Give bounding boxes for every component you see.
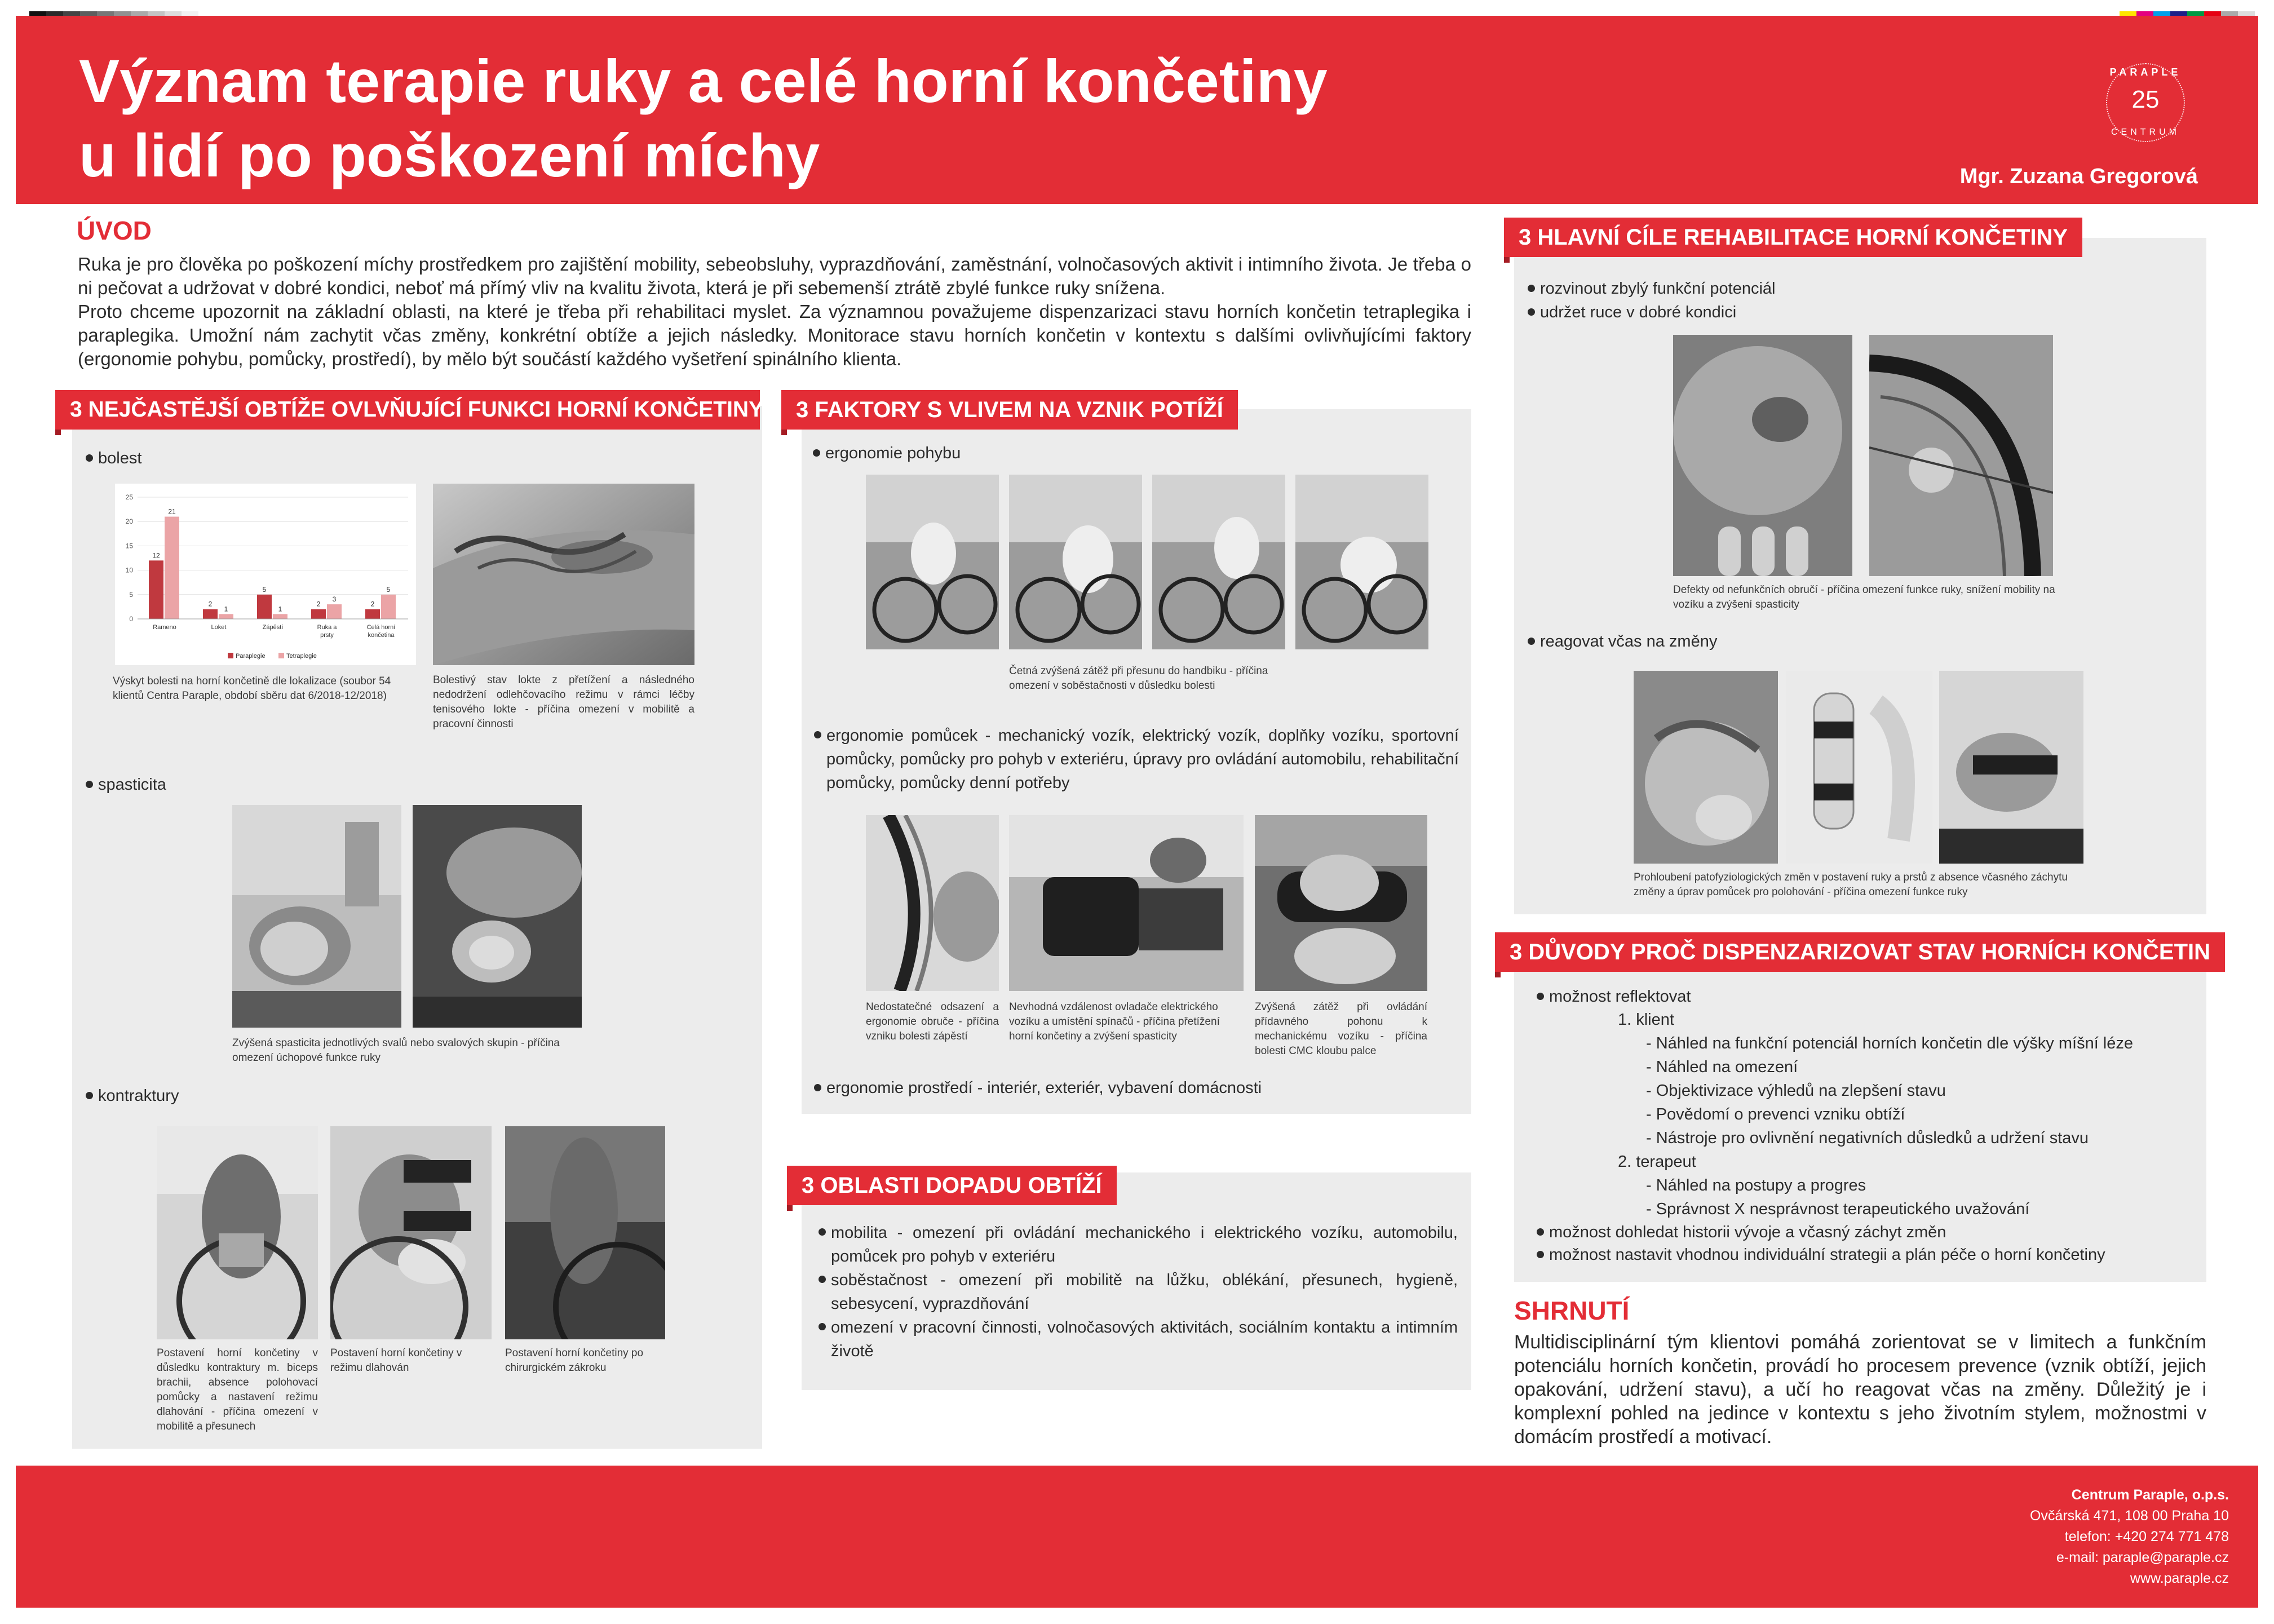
photo-transfer-1 [866,475,999,649]
summary-heading: SHRNUTÍ [1514,1296,1630,1325]
photo-splint-worn [1939,671,2083,864]
bullet-moznost-reflektovat: možnost reflektovat [1549,985,2192,1008]
caption-defects: Defekty od nefunkčních obručí - příčina omezení funkce ruky, snížení mobility na vozíku a zvýšení spasticity [1673,584,2055,610]
chart-svg [115,484,416,665]
tag-cile: 3 HLAVNÍ CÍLE REHABILITACE HORNÍ KONČETINY [1504,218,2082,257]
item-klient-c: - Objektivizace výhledů na zlepšení stavu [1646,1082,1946,1100]
footer-contact [2030,1485,2229,1589]
caption-power-drive: Zvýšená zátěž při ovládání přídavného pohonu k mechanickému vozíku - příčina bolesti CMC kloubu palce [1255,1001,1427,1057]
chart-bar [327,604,342,619]
caption-contracture-2: Postavení horní končetiny v režimu dlahován [330,1347,462,1374]
photo-contracture-splint [330,1126,492,1339]
chart-data-label: 2 [370,600,375,608]
photo-power-drive-handle [1255,815,1427,991]
intro-paragraph-1: Ruka je pro člověka po poškození míchy prostředkem pro zajištění mobility, sebeobsluhy, vyprazdňování, zaměstnání, volnočasových aktivit i intimního života. Je třeba o ni pečovat a udržovat v dobré kondici, neboť má přímý vliv na kvalitu života, která je při sebemenší ztrátě zbylé funkce ruky snížena. [78,254,1471,298]
caption-joystick: Nevhodná vzdálenost ovladače elektrického vozíku a umístění spínačů - příčina přetížení horní končetiny a zvýšení spasticity [1009,1001,1220,1042]
item-klient-a: - Náhled na funkční potenciál horních končetin dle výšky míšní léze [1646,1034,2134,1052]
footer-phone: telefon: +420 274 771 478 [2064,1529,2229,1545]
photo-transfer-4 [1295,475,1428,649]
photo-wheel-rim [866,815,999,991]
chart-bar [381,595,396,619]
photo-contracture-arm [157,1126,318,1339]
photo-spastic-fist [232,805,401,1028]
chart-data-label: 5 [386,585,391,594]
bullet-mobilita: mobilita - omezení při ovládání mechanického i elektrického vozíku, automobilu, pomůcek pro pohyb v exteriéru [831,1221,1458,1268]
bullet-ergonomie-pohybu: ergonomie pohybu [825,442,961,464]
chart-legend-swatch [228,653,233,658]
poster-title [79,44,1601,193]
footer-address: Ovčárská 471, 108 00 Praha 10 [2029,1508,2229,1524]
caption-splints: Prohloubení patofyziologických změn v postavení ruky a prstů z absence včasného záchytu změny a úprav pomůcek pro polohování - příčina omezení funkce ruky [1634,871,2068,898]
tag-obtize: 3 NEJČASTĚJŠÍ OBTÍŽE OVLVŇUJÍCÍ FUNKCI HORNÍ KONČETINY [55,390,760,430]
photo-joystick-control [1009,815,1244,991]
item-klient-d: - Povědomí o prevenci vzniku obtíží [1646,1105,1905,1123]
chart-y-tick-label: 5 [129,590,133,599]
tag-faktory: 3 FAKTORY S VLIVEM NA VZNIK POTÍŽÍ [781,390,1238,430]
caption-wheel-rim: Nedostatečné odsazení a ergonomie obruče - příčina vzniku bolesti zápěstí [866,1001,999,1042]
pain-bar-chart [115,484,416,665]
chart-bar [311,609,326,619]
bullet-reagovat: reagovat včas na změny [1540,630,1717,653]
chart-bar [219,614,233,619]
intro-heading: ÚVOD [77,216,152,245]
photo-transfer-2 [1009,475,1142,649]
chart-x-tick-label-cont: končetina [368,632,395,639]
author-name: Mgr. Zuzana Gregorová [1959,165,2198,188]
chart-data-label: 12 [152,551,160,560]
chart-data-label: 2 [316,600,321,608]
chart-y-tick-label: 25 [125,493,133,501]
photo-worn-rim [1869,335,2053,576]
item-terapeut-b: - Správnost X nesprávnost terapeutického uvažování [1646,1200,2030,1218]
logo-text-bottom: CENTRUM [2111,127,2180,137]
photo-contracture-surgery [505,1126,665,1339]
title-line-2: u lidí po poškození míchy [79,121,820,189]
chart-data-label: 2 [208,600,213,608]
chart-x-tick-label: Ruka a [317,624,337,631]
summary-text: Multidisciplinární tým klientovi pomáhá zorientovat se v limitech a funkčním potenciálu horních končetin, provádí ho procesem prevence (vznik obtíží, jejich opakování, udržení stavu), a učí ho reagovat včas na změny. Důležitý je i komplexní pohled na jedince v kontextu s jeho životním stylem, možnostmi v domácím prostředí a motivací. [1514,1331,2206,1448]
chart-legend-label: Tetraplegie [286,653,317,660]
footer-email[interactable]: e-mail: paraple@paraple.cz [2056,1550,2229,1565]
bullet-strategie: možnost nastavit vhodnou individuální strategii a plán péče o horní končetiny [1549,1244,2192,1266]
item-klient-e: - Nástroje pro ovlivnění negativních důsledků a udržení stavu [1646,1129,2089,1147]
chart-x-tick-label: Rameno [153,624,176,631]
chart-bar [203,609,218,619]
photo-hand-deformity [1634,671,1778,864]
bullet-bolest: bolest [98,447,141,470]
title-line-1: Význam terapie ruky a celé horní končetiny [79,47,1328,115]
chart-data-label: 5 [262,585,267,594]
photo-hand-defects [1673,335,1852,576]
chart-data-label: 21 [168,507,176,516]
item-klient-b: - Náhled na omezení [1646,1058,1798,1076]
caption-contracture-3: Postavení horní končetiny po chirurgickém zákroku [505,1347,644,1374]
caption-transfer: Četná zvýšená zátěž při přesunu do handbiku - příčina omezení v soběstačnosti v důsledku bolesti [1009,665,1268,692]
chart-legend-label: Paraplegie [236,653,266,660]
chart-y-tick-label: 20 [125,517,133,526]
tag-duvody: 3 DŮVODY PROČ DISPENZARIZOVAT STAV HORNÍCH KONČETIN [1495,932,2225,972]
footer-org: Centrum Paraple, o.p.s. [2071,1487,2229,1503]
item-terapeut: 2. terapeut [1618,1153,1696,1171]
chart-y-tick-label: 15 [125,542,133,550]
bullet-udrzet: udržet ruce v dobré kondici [1540,301,1736,324]
item-terapeut-a: - Náhled na postupy a progres [1646,1176,1866,1194]
chart-x-tick-label: Loket [211,624,227,631]
chart-bar [365,609,380,619]
chart-x-tick-label-cont: prsty [320,632,334,639]
chart-data-label: 3 [332,595,337,604]
intro-text [78,253,1471,371]
chart-data-label: 1 [224,605,228,613]
duvody-list [1549,985,2192,1266]
bullet-pracovni-cinnost: omezení v pracovní činnosti, volnočasových aktivitách, sociálním kontaktu a intimním životě [831,1316,1458,1363]
caption-elbow: Bolestivý stav lokte z přetížení a následného nedodržení odlehčovacího režimu v rámci léčby tenisového lokte - příčina omezení v mobilitě a pracovní činnosti [433,674,694,730]
photo-elbow-tattoo [433,484,694,665]
bullet-ergonomie-pomucek: ergonomie pomůcek - mechanický vozík, elektrický vozík, doplňky vozíku, sportovní pomůcky, pomůcky pro pohyb v exteriéru, úpravy pro ovládání automobilu, rehabilitační pomůcky, pomůcky denní potřeby [826,724,1459,795]
tag-oblasti: 3 OBLASTI DOPADU OBTÍŽÍ [787,1166,1117,1205]
bullet-kontraktury: kontraktury [98,1085,179,1107]
caption-chart: Výskyt bolesti na horní končetině dle lokalizace (soubor 54 klientů Centra Paraple, období sběru dat 6/2018-12/2018) [113,675,391,702]
bullet-ergonomie-prostredi: ergonomie prostředí - interiér, exteriér, vybavení domácnosti [826,1077,1262,1099]
intro-paragraph-2: Proto chceme upozornit na základní oblasti, na které je třeba při rehabilitaci myslet. Za významnou považujeme dispenzarizaci stavu horních končetin tetraplegika i paraplegika. Umožní nám zachytit včas změny, konkrétní obtíže a jejich následky. Monitorace stavu horních končetin v kontextu s dalšími ovlivňujícími faktory (ergonomie pohybu, pomůcky, prostředí), by mělo být součástí každého vyšetření spinálního klienta. [78,301,1471,369]
item-klient: 1. klient [1618,1011,1674,1029]
photo-splints [1786,671,1932,864]
chart-bar [165,517,179,619]
bullet-sobestacnost: soběstačnost - omezení při mobilitě na lůžku, oblékání, přesunech, hygieně, sebesycení, vyprazdňování [831,1268,1458,1316]
caption-contracture-1: Postavení horní končetiny v důsledku kontraktury m. biceps brachii, absence polohovací pomůcky a nastavení režimu dlahování - příčina omezení v mobilitě a přesunech [157,1347,318,1432]
chart-x-tick-label: Celá horní [366,624,396,631]
chart-legend-swatch [278,653,284,658]
bullet-rozvinout: rozvinout zbylý funkční potenciál [1540,277,1776,300]
photo-transfer-3 [1152,475,1285,649]
logo-text-top: PARAPLE [2109,67,2182,78]
chart-bar [149,560,163,619]
photo-spastic-hand-glass [413,805,582,1028]
footer-web[interactable]: www.paraple.cz [2130,1570,2229,1586]
footer-banner [16,1466,2258,1608]
caption-spasticita: Zvýšená spasticita jednotlivých svalů nebo svalových skupin - příčina omezení úchopové funkce ruky [232,1037,560,1064]
chart-data-label: 1 [278,605,282,613]
chart-y-tick-label: 0 [129,615,133,623]
chart-x-tick-label: Zápěstí [262,624,284,631]
chart-bar [257,595,272,619]
bullet-spasticita: spasticita [98,773,166,796]
chart-y-tick-label: 10 [125,566,133,574]
paraple-logo [2106,63,2185,142]
logo-number: 25 [2131,86,2160,113]
chart-bar [273,614,287,619]
bullet-historie: možnost dohledat historii vývoje a včasný záchyt změn [1549,1221,2192,1244]
